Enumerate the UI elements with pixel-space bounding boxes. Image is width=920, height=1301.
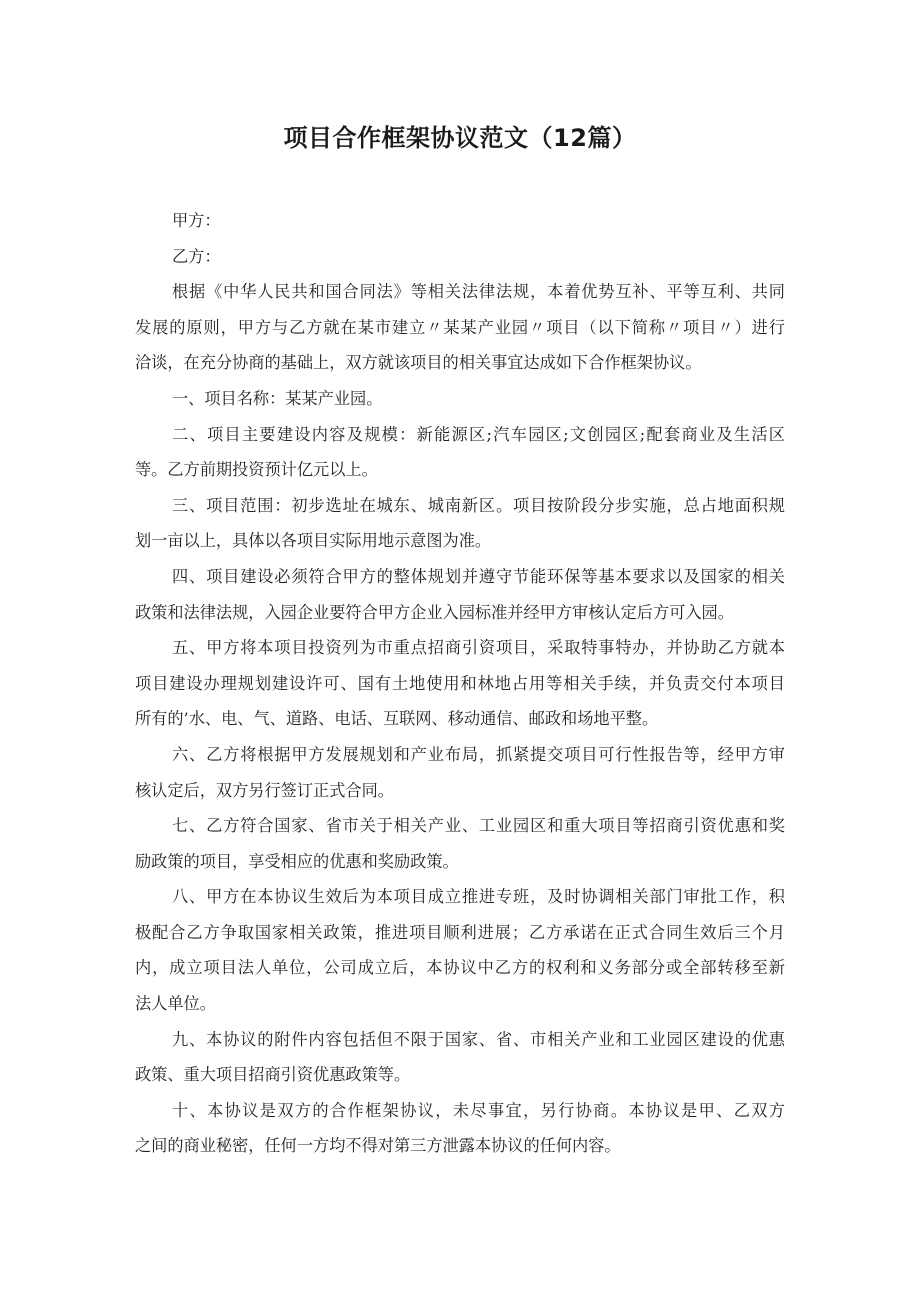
document-title: 项目合作框架协议范文（12篇） (283, 124, 637, 152)
text-line: 十、本协议是双方的合作框架协议，未尽事宜，另行协商。本协议是甲、乙双方 (172, 1100, 785, 1120)
text-line: 九、本协议的附件内容包括但不限于国家、省、市相关产业和工业园区建设的优惠 (172, 1029, 785, 1049)
text-line: 洽谈，在充分协商的基础上，双方就该项目的相关事宜达成如下合作框架协议。 (135, 353, 702, 373)
text-line: 划一亩以上，具体以各项目实际用地示意图为准。 (135, 531, 492, 551)
text-line: 等。乙方前期投资预计亿元以上。 (135, 460, 378, 480)
document-body (135, 203, 785, 1164)
text-line: 内，成立项目法人单位，公司成立后，本协议中乙方的权利和义务部分或全部转移至新 (135, 958, 785, 978)
text-line: 乙方： (172, 246, 221, 266)
text-line: 一、项目名称：某某产业园。 (172, 388, 383, 408)
text-line: 三、项目范围：初步选址在城东、城南新区。项目按阶段分步实施，总占地面积规 (172, 495, 785, 515)
text-line: 极配合乙方争取国家相关政策，推进项目顺利进展；乙方承诺在正式合同生效后三个月 (135, 922, 785, 942)
text-line: 根据《中华人民共和国合同法》等相关法律法规，本着优势互补、平等互利、共同 (172, 282, 785, 302)
text-line: 政策和法律法规，入园企业要符合甲方企业入园标准并经甲方审核认定后方可入园。 (135, 602, 734, 622)
text-line: 发展的原则，甲方与乙方就在某市建立〃某某产业园〃项目（以下简称〃项目〃）进行 (135, 317, 785, 337)
text-line: 五、甲方将本项目投资列为市重点招商引资项目，采取特事特办，并协助乙方就本 (172, 638, 785, 658)
text-line: 励政策的项目，享受相应的优惠和奖励政策。 (135, 851, 459, 871)
text-line: 法人单位。 (135, 994, 216, 1014)
text-line: 项目建设办理规划建设许可、国有土地使用和林地占用等相关手续，并负责交付本项目 (135, 673, 785, 693)
text-line: 八、甲方在本协议生效后为本项目成立推进专班，及时协调相关部门审批工作，积 (172, 887, 785, 907)
text-line: 二、项目主要建设内容及规模：新能源区;汽车园区;文创园区;配套商业及生活区 (172, 424, 785, 444)
text-line: 核认定后，双方另行签订正式合同。 (135, 780, 394, 800)
text-line: 甲方： (172, 211, 221, 230)
text-line: 四、项目建设必须符合甲方的整体规划并遵守节能环保等基本要求以及国家的相关 (172, 566, 785, 586)
text-line: 之间的商业秘密，任何一方均不得对第三方泄露本协议的任何内容。 (135, 1136, 621, 1156)
text-line: 六、乙方将根据甲方发展规划和产业布局，抓紧提交项目可行性报告等，经甲方审 (172, 744, 785, 764)
text-line: 政策、重大项目招商引资优惠政策等。 (135, 1065, 411, 1085)
text-line: 七、乙方符合国家、省市关于相关产业、工业园区和重大项目等招商引资优惠和奖 (172, 816, 785, 836)
text-line: 所有的’水、电、气、道路、电话、互联网、移动通信、邮政和场地平整。 (135, 709, 659, 729)
